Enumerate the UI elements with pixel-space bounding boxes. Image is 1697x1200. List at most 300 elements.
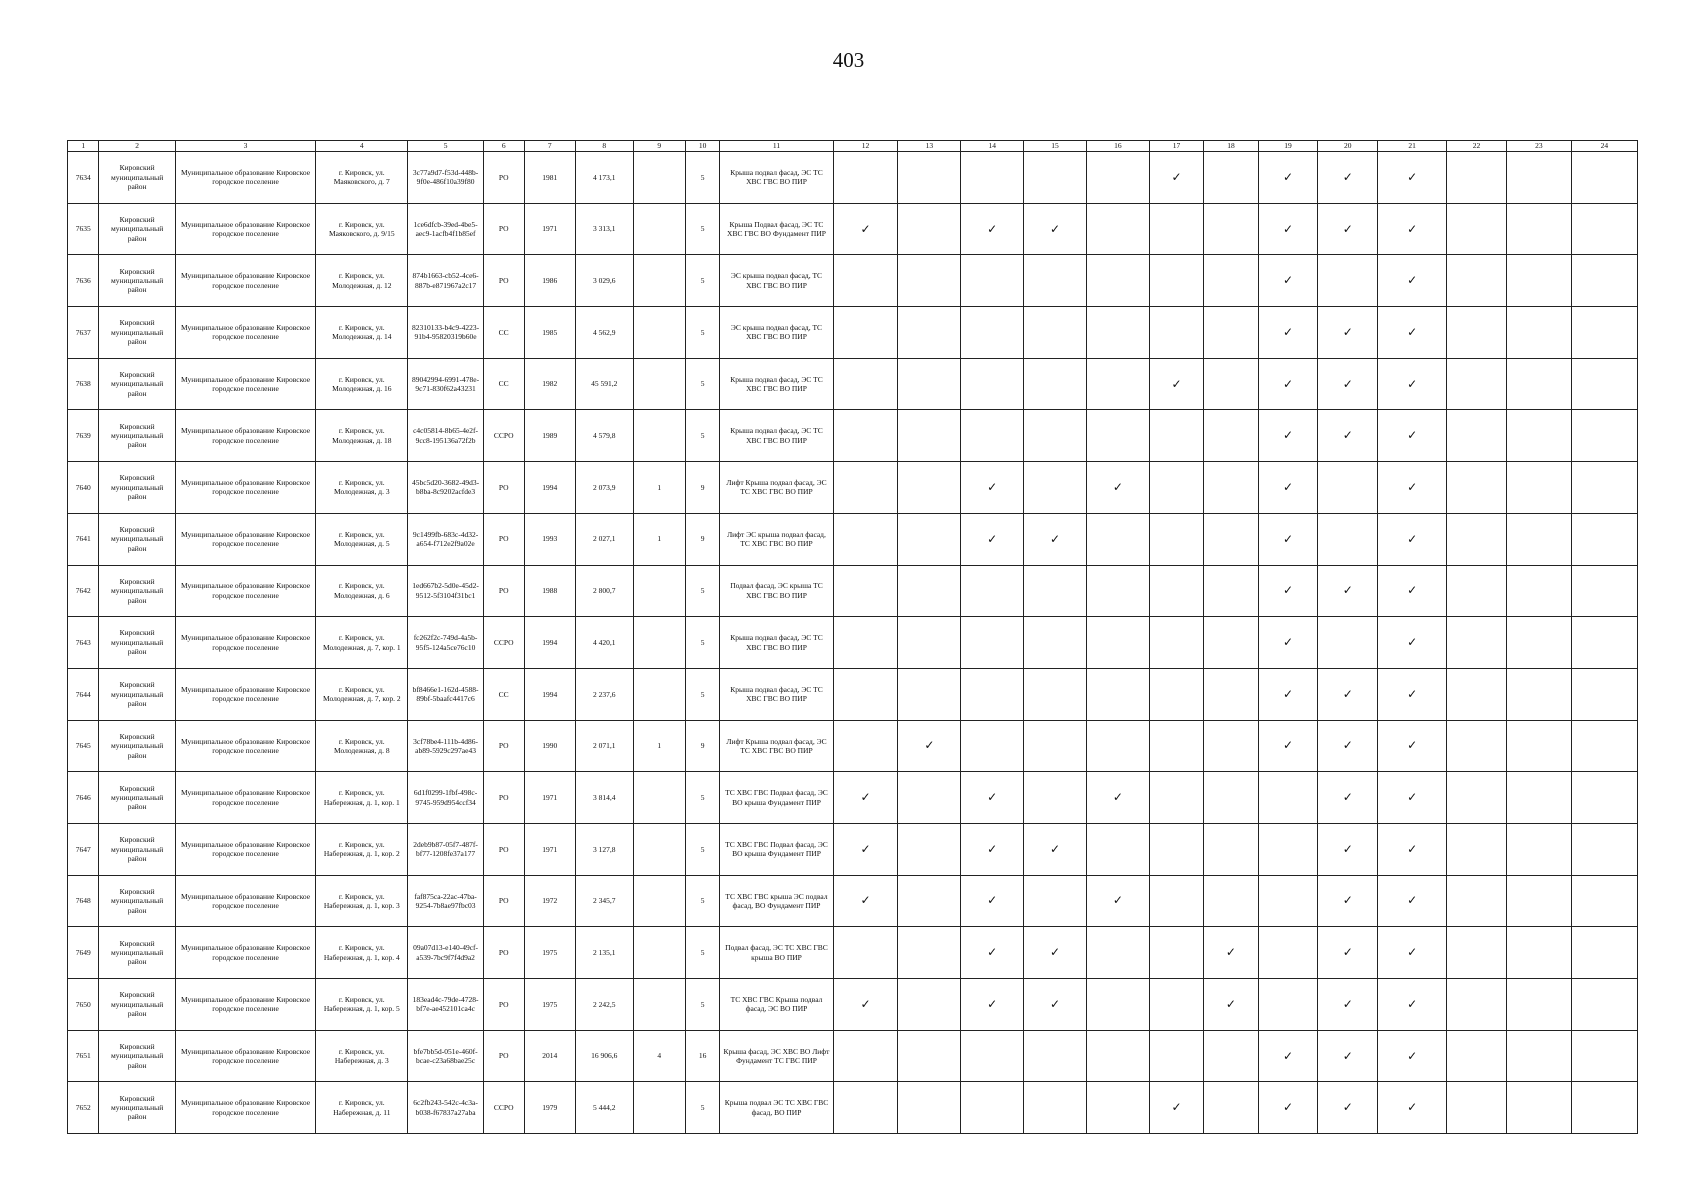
column-number: 9 bbox=[633, 141, 685, 152]
empty-cell bbox=[1086, 823, 1149, 875]
empty-cell bbox=[1571, 875, 1637, 927]
table-cell: Крыша подвал фасад, ЭС ТС ХВС ГВС ВО ПИР bbox=[720, 358, 833, 410]
empty-cell bbox=[1571, 823, 1637, 875]
empty-cell bbox=[1024, 1082, 1087, 1134]
empty-cell bbox=[898, 668, 961, 720]
check-mark-cell: ✓ bbox=[1024, 203, 1087, 255]
page-number: 403 bbox=[832, 48, 865, 72]
table-cell: Кировский муниципальный район bbox=[99, 927, 175, 979]
table-cell: 7639 bbox=[68, 410, 99, 462]
table-cell: 1ce6dfcb-39ed-4be5-aec9-1acfb4f1b85ef bbox=[408, 203, 483, 255]
column-number: 1 bbox=[68, 141, 99, 152]
table-cell: Муниципальное образование Кировское городское поселение bbox=[175, 1030, 315, 1082]
table-row bbox=[68, 358, 1638, 410]
table-cell: г. Кировск, ул. Набережная, д. 1, кор. 1 bbox=[316, 772, 408, 824]
check-mark-cell: ✓ bbox=[1204, 979, 1258, 1031]
table-cell: 5 444,2 bbox=[575, 1082, 633, 1134]
table-cell: 4 420,1 bbox=[575, 617, 633, 669]
empty-cell bbox=[833, 1082, 898, 1134]
empty-cell bbox=[1506, 617, 1571, 669]
table-cell: 1985 bbox=[524, 307, 575, 359]
empty-cell bbox=[1506, 772, 1571, 824]
table-cell: Муниципальное образование Кировское городское поселение bbox=[175, 617, 315, 669]
empty-cell bbox=[1149, 307, 1203, 359]
check-mark-cell: ✓ bbox=[1378, 565, 1447, 617]
check-mark-cell: ✓ bbox=[1378, 772, 1447, 824]
column-number: 4 bbox=[316, 141, 408, 152]
check-mark-cell: ✓ bbox=[1378, 927, 1447, 979]
empty-cell bbox=[1149, 875, 1203, 927]
table-cell bbox=[633, 927, 685, 979]
table-cell: 7636 bbox=[68, 255, 99, 307]
empty-cell bbox=[1506, 1082, 1571, 1134]
empty-cell bbox=[1571, 617, 1637, 669]
empty-cell bbox=[1447, 927, 1507, 979]
empty-cell bbox=[1571, 668, 1637, 720]
table-cell: 2 071,1 bbox=[575, 720, 633, 772]
empty-cell bbox=[1024, 152, 1087, 204]
table-cell bbox=[633, 203, 685, 255]
empty-cell bbox=[1086, 617, 1149, 669]
table-cell bbox=[633, 565, 685, 617]
table-cell: 6c2fb243-542c-4c3a-b038-f67837a27aba bbox=[408, 1082, 483, 1134]
empty-cell bbox=[1571, 927, 1637, 979]
empty-cell bbox=[961, 1082, 1024, 1134]
empty-cell bbox=[1506, 358, 1571, 410]
empty-cell bbox=[1571, 1082, 1637, 1134]
table-cell: г. Кировск, ул. Маяковского, д. 9/15 bbox=[316, 203, 408, 255]
check-mark-cell: ✓ bbox=[1378, 462, 1447, 514]
table-cell: 4 bbox=[633, 1030, 685, 1082]
table-row bbox=[68, 875, 1638, 927]
empty-cell bbox=[1506, 927, 1571, 979]
table-cell: 2014 bbox=[524, 1030, 575, 1082]
table-row bbox=[68, 462, 1638, 514]
empty-cell bbox=[961, 152, 1024, 204]
empty-cell bbox=[1086, 668, 1149, 720]
table-cell: 5 bbox=[685, 823, 720, 875]
check-mark-cell: ✓ bbox=[1024, 979, 1087, 1031]
table-cell: 3cf78be4-111b-4d86-ab89-5929c297ae43 bbox=[408, 720, 483, 772]
table-cell: 874b1663-cb52-4ce6-887b-e871967a2c17 bbox=[408, 255, 483, 307]
table-cell: 5 bbox=[685, 875, 720, 927]
empty-cell bbox=[833, 410, 898, 462]
table-cell: 45bc5d20-3682-49d3-b8ba-8c9202acfde3 bbox=[408, 462, 483, 514]
table-cell: Кировский муниципальный район bbox=[99, 462, 175, 514]
table-cell: Кировский муниципальный район bbox=[99, 823, 175, 875]
table-cell bbox=[633, 823, 685, 875]
table-cell: 3 814,4 bbox=[575, 772, 633, 824]
table-cell bbox=[633, 410, 685, 462]
table-cell: 2 242,5 bbox=[575, 979, 633, 1031]
check-mark-cell: ✓ bbox=[1258, 358, 1318, 410]
empty-cell bbox=[1086, 513, 1149, 565]
empty-cell bbox=[961, 255, 1024, 307]
table-cell: г. Кировск, ул. Молодежная, д. 3 bbox=[316, 462, 408, 514]
check-mark-cell: ✓ bbox=[1024, 513, 1087, 565]
table-row bbox=[68, 1082, 1638, 1134]
table-cell: 4 562,9 bbox=[575, 307, 633, 359]
check-mark-cell: ✓ bbox=[1378, 307, 1447, 359]
empty-cell bbox=[833, 668, 898, 720]
table-cell: Муниципальное образование Кировское городское поселение bbox=[175, 668, 315, 720]
empty-cell bbox=[898, 979, 961, 1031]
empty-cell bbox=[1204, 668, 1258, 720]
table-cell: ЭС крыша подвал фасад, ТС ХВС ГВС ВО ПИР bbox=[720, 255, 833, 307]
check-mark-cell: ✓ bbox=[961, 823, 1024, 875]
table-cell: Муниципальное образование Кировское городское поселение bbox=[175, 772, 315, 824]
table-cell: г. Кировск, ул. Молодежная, д. 12 bbox=[316, 255, 408, 307]
check-mark-cell: ✓ bbox=[1258, 203, 1318, 255]
table-cell: Лифт ЭС крыша подвал фасад, ТС ХВС ГВС ВО ПИР bbox=[720, 513, 833, 565]
table-cell: Кировский муниципальный район bbox=[99, 875, 175, 927]
check-mark-cell: ✓ bbox=[1149, 358, 1203, 410]
table-cell: 2 345,7 bbox=[575, 875, 633, 927]
table-cell: 1971 bbox=[524, 772, 575, 824]
check-mark-cell: ✓ bbox=[1378, 720, 1447, 772]
table-cell: Кировский муниципальный район bbox=[99, 255, 175, 307]
table-cell: СС bbox=[483, 358, 524, 410]
empty-cell bbox=[1571, 358, 1637, 410]
table-cell: Кировский муниципальный район bbox=[99, 513, 175, 565]
column-number: 5 bbox=[408, 141, 483, 152]
column-number: 8 bbox=[575, 141, 633, 152]
table-cell: Кировский муниципальный район bbox=[99, 720, 175, 772]
empty-cell bbox=[961, 1030, 1024, 1082]
table-cell: fc262f2c-749d-4a5b-95f5-124a5ce76c10 bbox=[408, 617, 483, 669]
check-mark-cell: ✓ bbox=[1318, 1082, 1378, 1134]
column-number: 21 bbox=[1378, 141, 1447, 152]
table-cell: 1972 bbox=[524, 875, 575, 927]
empty-cell bbox=[1149, 565, 1203, 617]
empty-cell bbox=[1447, 772, 1507, 824]
table-cell: faf875ca-22ac-47ba-9254-7b8ae97fbc03 bbox=[408, 875, 483, 927]
column-number: 23 bbox=[1506, 141, 1571, 152]
empty-cell bbox=[1149, 203, 1203, 255]
table-cell: 5 bbox=[685, 307, 720, 359]
empty-cell bbox=[1204, 1082, 1258, 1134]
table-cell bbox=[633, 875, 685, 927]
table-cell: 7637 bbox=[68, 307, 99, 359]
table-cell: 1 bbox=[633, 720, 685, 772]
table-cell bbox=[633, 1082, 685, 1134]
check-mark-cell: ✓ bbox=[961, 875, 1024, 927]
empty-cell bbox=[1024, 668, 1087, 720]
empty-cell bbox=[1506, 152, 1571, 204]
empty-cell bbox=[1149, 410, 1203, 462]
table-cell bbox=[633, 152, 685, 204]
empty-cell bbox=[1571, 152, 1637, 204]
table-cell: 4 579,8 bbox=[575, 410, 633, 462]
empty-cell bbox=[1506, 203, 1571, 255]
table-row bbox=[68, 255, 1638, 307]
empty-cell bbox=[1149, 462, 1203, 514]
table-cell: Муниципальное образование Кировское городское поселение bbox=[175, 255, 315, 307]
empty-cell bbox=[1447, 410, 1507, 462]
column-number: 11 bbox=[720, 141, 833, 152]
table-cell: 89042994-6991-478e-9c71-830f62a43231 bbox=[408, 358, 483, 410]
table-cell: Муниципальное образование Кировское городское поселение bbox=[175, 513, 315, 565]
empty-cell bbox=[1447, 1030, 1507, 1082]
check-mark-cell: ✓ bbox=[1378, 875, 1447, 927]
check-mark-cell: ✓ bbox=[961, 772, 1024, 824]
check-mark-cell: ✓ bbox=[1378, 1082, 1447, 1134]
table-cell: Кировский муниципальный район bbox=[99, 358, 175, 410]
empty-cell bbox=[1447, 513, 1507, 565]
empty-cell bbox=[1447, 152, 1507, 204]
empty-cell bbox=[1204, 1030, 1258, 1082]
empty-cell bbox=[1506, 410, 1571, 462]
table-cell: Муниципальное образование Кировское городское поселение bbox=[175, 307, 315, 359]
table-cell: Лифт Крыша подвал фасад, ЭС ТС ХВС ГВС ВО ПИР bbox=[720, 462, 833, 514]
empty-cell bbox=[1204, 565, 1258, 617]
table-cell: 1 bbox=[633, 513, 685, 565]
empty-cell bbox=[1204, 410, 1258, 462]
empty-cell bbox=[1149, 255, 1203, 307]
table-cell: 9 bbox=[685, 462, 720, 514]
empty-cell bbox=[1149, 772, 1203, 824]
table-cell: ЭС крыша подвал фасад, ТС ХВС ГВС ВО ПИР bbox=[720, 307, 833, 359]
table-cell: 6d1f0299-1fbf-498c-9745-959d954ccf34 bbox=[408, 772, 483, 824]
empty-cell bbox=[1149, 927, 1203, 979]
empty-cell bbox=[833, 617, 898, 669]
table-cell: Муниципальное образование Кировское городское поселение bbox=[175, 823, 315, 875]
table-row bbox=[68, 979, 1638, 1031]
table-cell: 1986 bbox=[524, 255, 575, 307]
empty-cell bbox=[833, 255, 898, 307]
table-cell: 1ed667b2-5d0e-45d2-9512-5f3104f31bc1 bbox=[408, 565, 483, 617]
table-cell: Кировский муниципальный район bbox=[99, 617, 175, 669]
table-cell: Кировский муниципальный район bbox=[99, 203, 175, 255]
check-mark-cell: ✓ bbox=[1378, 823, 1447, 875]
table-cell: 5 bbox=[685, 410, 720, 462]
empty-cell bbox=[1571, 720, 1637, 772]
empty-cell bbox=[1204, 772, 1258, 824]
column-number: 15 bbox=[1024, 141, 1087, 152]
check-mark-cell: ✓ bbox=[961, 979, 1024, 1031]
table-cell: Муниципальное образование Кировское городское поселение bbox=[175, 152, 315, 204]
table-cell: 1975 bbox=[524, 927, 575, 979]
table-cell: 7648 bbox=[68, 875, 99, 927]
check-mark-cell: ✓ bbox=[1258, 410, 1318, 462]
table-cell bbox=[633, 668, 685, 720]
empty-cell bbox=[898, 1030, 961, 1082]
check-mark-cell: ✓ bbox=[1258, 1030, 1318, 1082]
table-cell: Муниципальное образование Кировское городское поселение bbox=[175, 720, 315, 772]
table-cell: 5 bbox=[685, 979, 720, 1031]
table-cell: 1971 bbox=[524, 203, 575, 255]
check-mark-cell: ✓ bbox=[1378, 513, 1447, 565]
empty-cell bbox=[1024, 410, 1087, 462]
table-cell: 9c1499fb-683c-4d32-a654-f712e2f9a02e bbox=[408, 513, 483, 565]
table-cell: 7644 bbox=[68, 668, 99, 720]
table-cell: г. Кировск, ул. Молодежная, д. 7, кор. 2 bbox=[316, 668, 408, 720]
table-cell: 1994 bbox=[524, 668, 575, 720]
check-mark-cell: ✓ bbox=[1024, 823, 1087, 875]
table-cell: 3 029,6 bbox=[575, 255, 633, 307]
table-cell bbox=[633, 255, 685, 307]
table-cell: 1994 bbox=[524, 617, 575, 669]
check-mark-cell: ✓ bbox=[1378, 152, 1447, 204]
table-cell: 5 bbox=[685, 255, 720, 307]
table-cell: Муниципальное образование Кировское городское поселение bbox=[175, 203, 315, 255]
table-cell: РО bbox=[483, 565, 524, 617]
table-cell: г. Кировск, ул. Молодежная, д. 16 bbox=[316, 358, 408, 410]
check-mark-cell: ✓ bbox=[1318, 823, 1378, 875]
empty-cell bbox=[1506, 462, 1571, 514]
check-mark-cell: ✓ bbox=[961, 462, 1024, 514]
empty-cell bbox=[1086, 410, 1149, 462]
table-cell: Кировский муниципальный район bbox=[99, 1082, 175, 1134]
empty-cell bbox=[1571, 979, 1637, 1031]
empty-cell bbox=[1258, 823, 1318, 875]
empty-cell bbox=[1086, 1082, 1149, 1134]
column-number: 18 bbox=[1204, 141, 1258, 152]
empty-cell bbox=[1086, 1030, 1149, 1082]
empty-cell bbox=[1024, 462, 1087, 514]
column-number: 10 bbox=[685, 141, 720, 152]
check-mark-cell: ✓ bbox=[1378, 617, 1447, 669]
check-mark-cell: ✓ bbox=[961, 203, 1024, 255]
table-cell: Муниципальное образование Кировское городское поселение bbox=[175, 462, 315, 514]
check-mark-cell: ✓ bbox=[1258, 513, 1318, 565]
table-cell: РО bbox=[483, 927, 524, 979]
table-cell: 1989 bbox=[524, 410, 575, 462]
check-mark-cell: ✓ bbox=[1204, 927, 1258, 979]
column-number: 16 bbox=[1086, 141, 1149, 152]
empty-cell bbox=[1024, 358, 1087, 410]
table-cell: Кировский муниципальный район bbox=[99, 668, 175, 720]
table-cell: РО bbox=[483, 255, 524, 307]
table-cell: Муниципальное образование Кировское городское поселение bbox=[175, 979, 315, 1031]
empty-cell bbox=[1204, 617, 1258, 669]
table-cell: 3c77a9d7-f53d-448b-9f0e-486f10a39f80 bbox=[408, 152, 483, 204]
empty-cell bbox=[1571, 565, 1637, 617]
table-cell: Подвал фасад, ЭС ТС ХВС ГВС крыша ВО ПИР bbox=[720, 927, 833, 979]
check-mark-cell: ✓ bbox=[1149, 152, 1203, 204]
table-cell: Лифт Крыша подвал фасад, ЭС ТС ХВС ГВС ВО ПИР bbox=[720, 720, 833, 772]
empty-cell bbox=[1447, 203, 1507, 255]
table-cell: ССРО bbox=[483, 410, 524, 462]
empty-cell bbox=[1204, 307, 1258, 359]
table-cell: г. Кировск, ул. Молодежная, д. 6 bbox=[316, 565, 408, 617]
table-cell: Крыша подвал фасад, ЭС ТС ХВС ГВС ВО ПИР bbox=[720, 152, 833, 204]
empty-cell bbox=[1258, 875, 1318, 927]
empty-cell bbox=[833, 513, 898, 565]
empty-cell bbox=[1506, 513, 1571, 565]
table-cell: 9 bbox=[685, 720, 720, 772]
table-cell: г. Кировск, ул. Набережная, д. 1, кор. 3 bbox=[316, 875, 408, 927]
empty-cell bbox=[1024, 617, 1087, 669]
column-number: 14 bbox=[961, 141, 1024, 152]
empty-cell bbox=[1571, 772, 1637, 824]
table-cell: РО bbox=[483, 772, 524, 824]
empty-cell bbox=[1204, 255, 1258, 307]
empty-cell bbox=[898, 1082, 961, 1134]
empty-cell bbox=[898, 307, 961, 359]
empty-cell bbox=[1447, 823, 1507, 875]
table-cell: РО bbox=[483, 513, 524, 565]
check-mark-cell: ✓ bbox=[1258, 462, 1318, 514]
empty-cell bbox=[1506, 875, 1571, 927]
empty-cell bbox=[898, 358, 961, 410]
empty-cell bbox=[1024, 307, 1087, 359]
table-cell: г. Кировск, ул. Молодежная, д. 8 bbox=[316, 720, 408, 772]
column-number-row bbox=[68, 141, 1638, 152]
empty-cell bbox=[1149, 979, 1203, 1031]
table-cell bbox=[633, 307, 685, 359]
check-mark-cell: ✓ bbox=[1318, 307, 1378, 359]
empty-cell bbox=[833, 462, 898, 514]
table-cell: 1981 bbox=[524, 152, 575, 204]
table-cell: г. Кировск, ул. Набережная, д. 1, кор. 4 bbox=[316, 927, 408, 979]
empty-cell bbox=[1447, 668, 1507, 720]
table-cell: 7649 bbox=[68, 927, 99, 979]
empty-cell bbox=[961, 307, 1024, 359]
table-cell: Кировский муниципальный район bbox=[99, 410, 175, 462]
empty-cell bbox=[961, 565, 1024, 617]
check-mark-cell: ✓ bbox=[898, 720, 961, 772]
table-cell bbox=[633, 617, 685, 669]
table-row bbox=[68, 152, 1638, 204]
empty-cell bbox=[1204, 823, 1258, 875]
empty-cell bbox=[1149, 617, 1203, 669]
column-number: 2 bbox=[99, 141, 175, 152]
table-row bbox=[68, 720, 1638, 772]
table-cell: Крыша подвал фасад, ЭС ТС ХВС ГВС ВО ПИР bbox=[720, 410, 833, 462]
empty-cell bbox=[1447, 307, 1507, 359]
empty-cell bbox=[1086, 720, 1149, 772]
table-cell: 82310133-b4c9-4223-91b4-95820319b60e bbox=[408, 307, 483, 359]
empty-cell bbox=[1506, 720, 1571, 772]
check-mark-cell: ✓ bbox=[1318, 358, 1378, 410]
table-cell: Муниципальное образование Кировское городское поселение bbox=[175, 1082, 315, 1134]
table-cell: 2 027,1 bbox=[575, 513, 633, 565]
check-mark-cell: ✓ bbox=[1318, 410, 1378, 462]
table-cell: Кировский муниципальный район bbox=[99, 772, 175, 824]
table-cell: 7643 bbox=[68, 617, 99, 669]
table-cell: 7652 bbox=[68, 1082, 99, 1134]
empty-cell bbox=[1024, 565, 1087, 617]
check-mark-cell: ✓ bbox=[1086, 875, 1149, 927]
column-number: 13 bbox=[898, 141, 961, 152]
check-mark-cell: ✓ bbox=[1318, 979, 1378, 1031]
table-cell: 7634 bbox=[68, 152, 99, 204]
empty-cell bbox=[833, 358, 898, 410]
column-number: 24 bbox=[1571, 141, 1637, 152]
check-mark-cell: ✓ bbox=[833, 203, 898, 255]
empty-cell bbox=[1506, 823, 1571, 875]
table-cell: 7647 bbox=[68, 823, 99, 875]
table-cell: РО bbox=[483, 203, 524, 255]
column-number: 17 bbox=[1149, 141, 1203, 152]
check-mark-cell: ✓ bbox=[1149, 1082, 1203, 1134]
table-cell: 5 bbox=[685, 358, 720, 410]
empty-cell bbox=[898, 255, 961, 307]
table-row bbox=[68, 823, 1638, 875]
table-row bbox=[68, 617, 1638, 669]
table-cell: 7646 bbox=[68, 772, 99, 824]
empty-cell bbox=[961, 617, 1024, 669]
column-number: 3 bbox=[175, 141, 315, 152]
table-cell: РО bbox=[483, 875, 524, 927]
empty-cell bbox=[1258, 979, 1318, 1031]
table-cell: РО bbox=[483, 152, 524, 204]
table-cell: bf8466e1-162d-4588-89bf-5baafc4417c6 bbox=[408, 668, 483, 720]
empty-cell bbox=[898, 565, 961, 617]
empty-cell bbox=[1571, 255, 1637, 307]
table-cell: Муниципальное образование Кировское городское поселение bbox=[175, 565, 315, 617]
